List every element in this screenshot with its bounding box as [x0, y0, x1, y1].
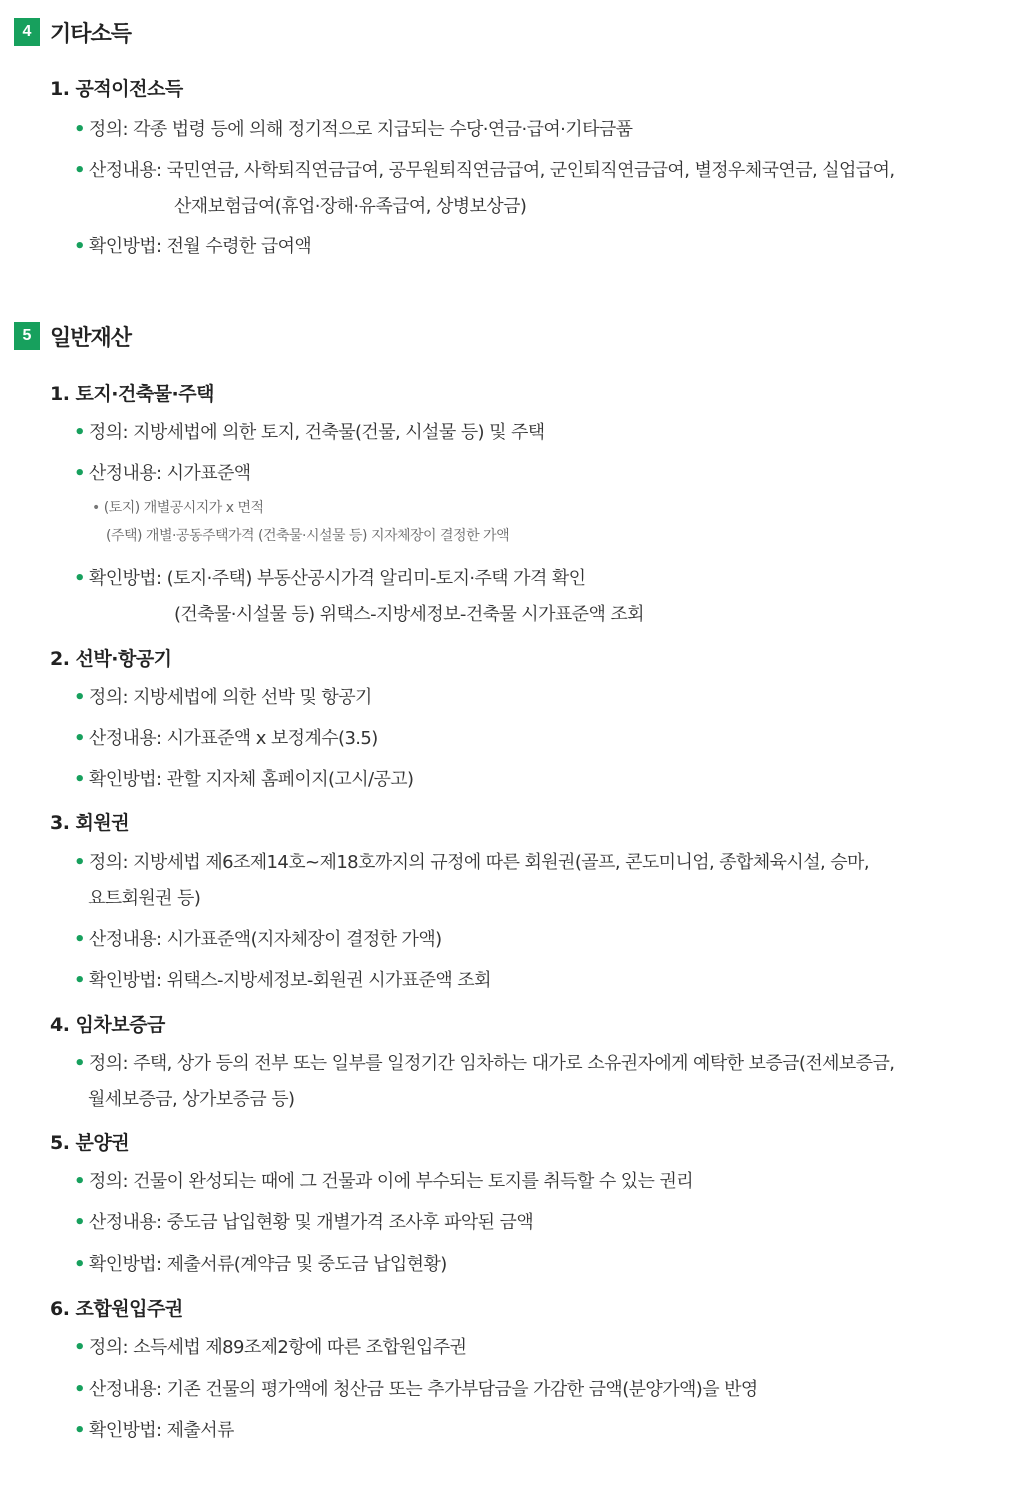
list-item: • 산정내용: 국민연금, 사학퇴직연금급여, 공무원퇴직연금급여, 군인퇴직연금급여, 별정우체국연금, 실업급여, 산재보험급여(휴업·장해·유족급여, 상병보상금)	[74, 160, 895, 217]
bullet-icon: •	[74, 568, 85, 589]
bullet-icon: •	[74, 852, 85, 873]
list-item: • 확인방법: (토지·주택) 부동산공시가격 알리미-토지·주택 가격 확인 (건축물·시설물 등) 위택스-지방세정보-건축물 시가표준액 조회	[74, 568, 644, 625]
bullet-icon: •	[74, 160, 85, 181]
bullet-icon: •	[74, 728, 85, 749]
list-item: • 산정내용: 시가표준액(지자체장이 결정한 가액)	[74, 929, 442, 950]
list-item: • 산정내용: 기존 건물의 평가액에 청산금 또는 추가부담금을 가감한 금액(분양가액)을 반영	[74, 1379, 758, 1400]
bullet-icon: •	[74, 970, 85, 991]
list-item: • 정의: 소득세법 제89조제2항에 따른 조합원입주권	[74, 1337, 467, 1358]
bullet-icon: •	[74, 1212, 85, 1233]
note: • (토지) 개별공시지가 x 면적 (주택) 개별·공동주택가격 (건축물·시설물 등) 지자체장이 결정한 가액	[92, 500, 510, 544]
list-item: • 정의: 건물이 완성되는 때에 그 건물과 이에 부수되는 토지를 취득할 수 있는 권리	[74, 1171, 694, 1192]
list-item: • 정의: 지방세법에 의한 선박 및 항공기	[74, 687, 372, 708]
list-item: • 정의: 각종 법령 등에 의해 정기적으로 지급되는 수당·연금·급여·기타금품	[74, 119, 633, 140]
section-header-general-assets	[14, 320, 131, 352]
list-item: • 산정내용: 시가표준액	[74, 463, 251, 484]
subsection-title: 4. 임차보증금	[50, 1014, 165, 1036]
bullet-icon: •	[74, 687, 85, 708]
section-number-badge: 4	[14, 18, 40, 46]
subsection-title: 2. 선박·항공기	[50, 648, 172, 670]
bullet-icon: •	[74, 1254, 85, 1275]
list-item: • 확인방법: 제출서류(계약금 및 중도금 납입현황)	[74, 1254, 447, 1275]
section-number-badge: 5	[14, 322, 40, 350]
list-item: • 정의: 지방세법에 의한 토지, 건축물(건물, 시설물 등) 및 주택	[74, 422, 545, 443]
bullet-icon: •	[74, 929, 85, 950]
bullet-icon: •	[74, 769, 85, 790]
small-bullet-icon: •	[92, 500, 100, 516]
bullet-icon: •	[74, 1420, 85, 1441]
list-item: • 산정내용: 중도금 납입현황 및 개별가격 조사후 파악된 금액	[74, 1212, 534, 1233]
section-title: 일반재산	[50, 325, 132, 351]
list-item: • 확인방법: 관할 지자체 홈페이지(고시/공고)	[74, 769, 414, 790]
bullet-icon: •	[74, 236, 85, 257]
bullet-icon: •	[74, 422, 85, 443]
list-item: • 산정내용: 시가표준액 x 보정계수(3.5)	[74, 728, 378, 749]
subsection-title: 1. 공적이전소득	[50, 78, 183, 100]
list-item: • 확인방법: 전월 수령한 급여액	[74, 236, 312, 257]
subsection-title: 5. 분양권	[50, 1132, 130, 1154]
section-header-other-income	[14, 16, 131, 48]
list-item: • 정의: 주택, 상가 등의 전부 또는 일부를 일정기간 임차하는 대가로 소유권자에게 예탁한 보증금(전세보증금, 월세보증금, 상가보증금 등)	[74, 1053, 895, 1110]
bullet-icon: •	[74, 119, 85, 140]
bullet-icon: •	[74, 1379, 85, 1400]
bullet-icon: •	[74, 463, 85, 484]
subsection-title: 3. 회원권	[50, 812, 130, 834]
bullet-icon: •	[74, 1337, 85, 1358]
bullet-icon: •	[74, 1171, 85, 1192]
list-item: • 확인방법: 제출서류	[74, 1420, 234, 1441]
bullet-icon: •	[74, 1053, 85, 1074]
section-title: 기타소득	[50, 21, 132, 47]
subsection-title: 1. 토지·건축물·주택	[50, 383, 214, 405]
subsection-title: 6. 조합원입주권	[50, 1298, 183, 1320]
list-item: • 정의: 지방세법 제6조제14호~제18호까지의 규정에 따른 회원권(골프, 콘도미니엄, 종합체육시설, 승마, 요트회원권 등)	[74, 852, 869, 909]
list-item: • 확인방법: 위택스-지방세정보-회원권 시가표준액 조회	[74, 970, 491, 991]
